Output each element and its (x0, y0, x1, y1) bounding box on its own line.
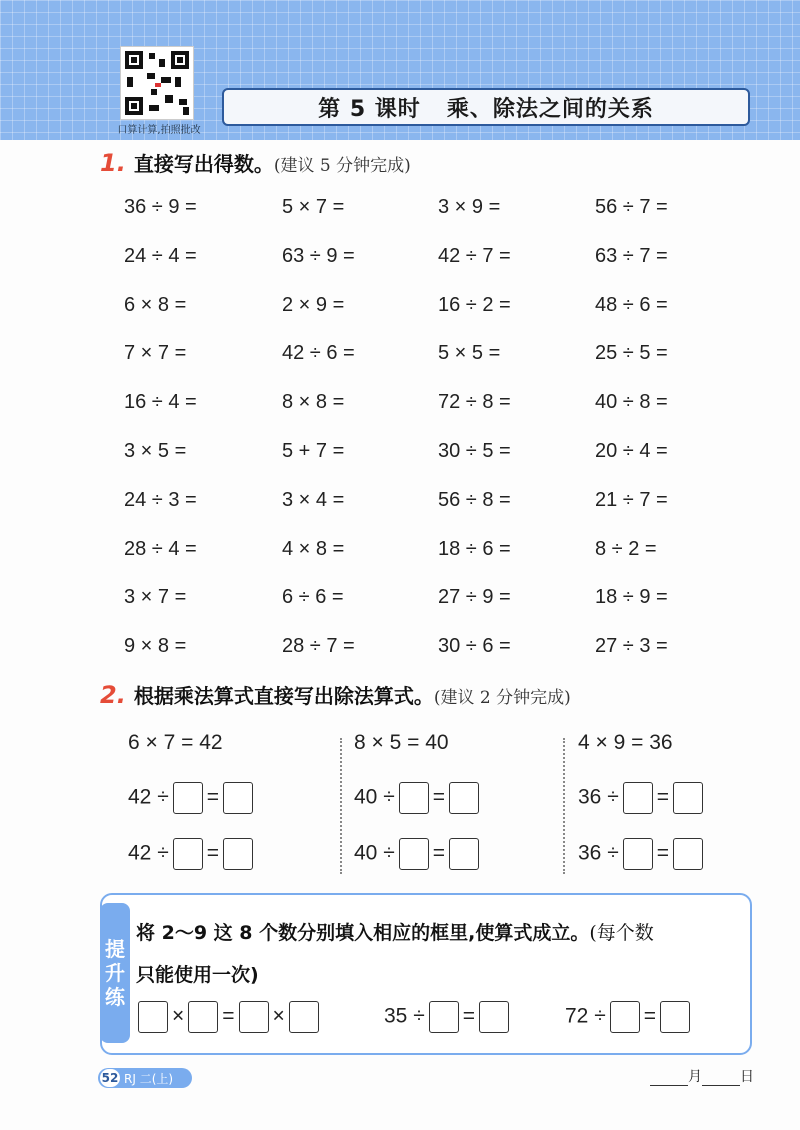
oral-problem: 42 ÷ 6 = (282, 342, 355, 365)
oral-problem: 21 ÷ 7 = (595, 488, 668, 511)
dividend: 36 (578, 785, 602, 809)
answer-box[interactable] (289, 1001, 319, 1033)
divide-sign: ÷ (383, 785, 395, 809)
oral-problem: 5 × 5 = (438, 342, 501, 365)
oral-problem: 2 × 9 = (282, 293, 345, 316)
section2-heading (100, 680, 571, 709)
division-equation (354, 838, 483, 870)
divide-sign: ÷ (607, 785, 619, 809)
division-equation (354, 782, 483, 814)
divide-sign: ÷ (383, 841, 395, 865)
equals-sign: = (206, 785, 219, 809)
oral-problem: 18 ÷ 9 = (595, 586, 668, 609)
equals-sign: = (656, 785, 669, 809)
oral-problem: 63 ÷ 7 = (595, 244, 668, 267)
answer-box[interactable] (188, 1001, 218, 1033)
month-blank[interactable] (650, 1071, 688, 1086)
answer-box[interactable] (610, 1001, 640, 1033)
answer-box[interactable] (449, 838, 479, 870)
lesson-title-bar (222, 88, 750, 126)
oral-problem: 20 ÷ 4 = (595, 440, 668, 462)
answer-box[interactable] (239, 1001, 269, 1033)
answer-box[interactable] (138, 1001, 168, 1033)
answer-box[interactable] (479, 1001, 509, 1033)
answer-box[interactable] (623, 782, 653, 814)
challenge-instructions-line1 (136, 918, 654, 945)
oral-problem: 7 × 7 = (124, 342, 187, 365)
equals-sign: = (432, 841, 445, 865)
page-number: 52 (101, 1071, 119, 1085)
answer-box[interactable] (173, 838, 203, 870)
section1-note: (建议 5 分钟完成) (273, 156, 411, 176)
dividend: 40 (354, 841, 378, 865)
challenge-eq-division-72 (565, 1001, 694, 1033)
division-equation (578, 782, 707, 814)
answer-box[interactable] (673, 838, 703, 870)
oral-problem: 5 × 7 = (282, 196, 345, 218)
oral-problem: 4 × 8 = (282, 537, 345, 560)
tab-char: 练 (105, 985, 125, 1009)
answer-box[interactable] (449, 782, 479, 814)
day-label: 日 (740, 1069, 754, 1085)
section2-title: 根据乘法算式直接写出除法算式。 (133, 684, 434, 708)
oral-problem: 24 ÷ 3 = (124, 488, 197, 511)
section2-number: 2. (100, 681, 126, 709)
oral-problem: 3 × 5 = (124, 440, 187, 462)
qr-code[interactable] (120, 46, 194, 120)
oral-problem: 18 ÷ 6 = (438, 537, 511, 560)
oral-problem: 3 × 9 = (438, 196, 501, 218)
oral-problem: 42 ÷ 7 = (438, 244, 511, 267)
date-field (650, 1066, 754, 1086)
tab-char: 提 (105, 937, 125, 961)
challenge-tab (100, 903, 130, 1043)
divider-dotted (340, 738, 342, 874)
section1-heading (100, 148, 411, 177)
oral-problem: 63 ÷ 9 = (282, 244, 355, 267)
oral-problem: 36 ÷ 9 = (124, 196, 197, 218)
multiplication-fact: 8 × 5 = 40 (354, 731, 449, 754)
answer-box[interactable] (429, 1001, 459, 1033)
answer-box[interactable] (173, 782, 203, 814)
times-sign: × (272, 1004, 285, 1028)
day-blank[interactable] (702, 1071, 740, 1086)
header-banner (0, 0, 800, 140)
times-sign: × (172, 1004, 185, 1028)
oral-problem: 3 × 4 = (282, 488, 345, 511)
answer-box[interactable] (223, 782, 253, 814)
oral-problem: 16 ÷ 2 = (438, 293, 511, 316)
dividend: 36 (578, 841, 602, 865)
oral-problem: 8 × 8 = (282, 391, 345, 414)
challenge-text: 将 2～9 这 8 个数分别填入相应的框里,使算式成立。 (136, 922, 590, 944)
oral-problem: 6 × 8 = (124, 293, 187, 316)
dividend: 72 (565, 1004, 589, 1028)
lesson-title: 乘、除法之间的关系 (446, 96, 654, 122)
divide-sign: ÷ (607, 841, 619, 865)
oral-problem: 28 ÷ 7 = (282, 635, 355, 658)
oral-problem: 40 ÷ 8 = (595, 391, 668, 414)
section1-title: 直接写出得数。 (133, 152, 274, 176)
equals-sign: = (462, 1004, 475, 1028)
oral-problem: 30 ÷ 6 = (438, 635, 511, 658)
multiplication-fact: 6 × 7 = 42 (128, 731, 223, 754)
divide-sign: ÷ (413, 1004, 425, 1028)
challenge-eq-division-35 (384, 1001, 513, 1033)
grade-label: RJ 二(上) (124, 1072, 174, 1086)
divider-dotted (563, 738, 565, 874)
oral-problem: 16 ÷ 4 = (124, 391, 197, 414)
answer-box[interactable] (623, 838, 653, 870)
oral-problem: 48 ÷ 6 = (595, 293, 668, 316)
answer-box[interactable] (223, 838, 253, 870)
challenge-eq-multiplication (134, 1001, 323, 1033)
month-label: 月 (688, 1069, 702, 1085)
equals-sign: = (643, 1004, 656, 1028)
oral-problem: 3 × 7 = (124, 586, 187, 609)
multiplication-fact: 4 × 9 = 36 (578, 731, 673, 754)
tab-char: 升 (105, 961, 125, 985)
divide-sign: ÷ (157, 785, 169, 809)
challenge-note: (每个数 (589, 922, 654, 944)
division-equation (128, 782, 257, 814)
oral-problem: 25 ÷ 5 = (595, 342, 668, 365)
oral-problem: 72 ÷ 8 = (438, 391, 511, 414)
oral-problem: 27 ÷ 3 = (595, 635, 668, 658)
answer-box[interactable] (660, 1001, 690, 1033)
dividend: 35 (384, 1004, 408, 1028)
oral-problem: 6 ÷ 6 = (282, 586, 344, 609)
oral-problem: 30 ÷ 5 = (438, 440, 511, 462)
answer-box[interactable] (399, 782, 429, 814)
dividend: 42 (128, 841, 152, 865)
equals-sign: = (656, 841, 669, 865)
oral-problem: 56 ÷ 8 = (438, 488, 511, 511)
division-equation (578, 838, 707, 870)
challenge-instructions-line2: 只能使用一次) (136, 964, 259, 986)
divide-sign: ÷ (594, 1004, 606, 1028)
answer-box[interactable] (673, 782, 703, 814)
oral-problem: 27 ÷ 9 = (438, 586, 511, 609)
section1-number: 1. (100, 149, 126, 177)
division-equation (128, 838, 257, 870)
answer-box[interactable] (399, 838, 429, 870)
oral-problem: 56 ÷ 7 = (595, 196, 668, 218)
qr-caption: 口算计算,拍照批改 (117, 125, 201, 136)
oral-problem: 8 ÷ 2 = (595, 537, 657, 560)
lesson-number: 第 5 课时 (318, 96, 421, 122)
oral-problem: 24 ÷ 4 = (124, 244, 197, 267)
oral-problem: 9 × 8 = (124, 635, 187, 658)
dividend: 42 (128, 785, 152, 809)
oral-problem: 28 ÷ 4 = (124, 537, 197, 560)
oral-problem: 5 + 7 = (282, 440, 345, 462)
dividend: 40 (354, 785, 378, 809)
equals-sign: = (432, 785, 445, 809)
divide-sign: ÷ (157, 841, 169, 865)
equals-sign: = (206, 841, 219, 865)
equals-sign: = (222, 1004, 235, 1028)
section2-note: (建议 2 分钟完成) (433, 688, 571, 708)
